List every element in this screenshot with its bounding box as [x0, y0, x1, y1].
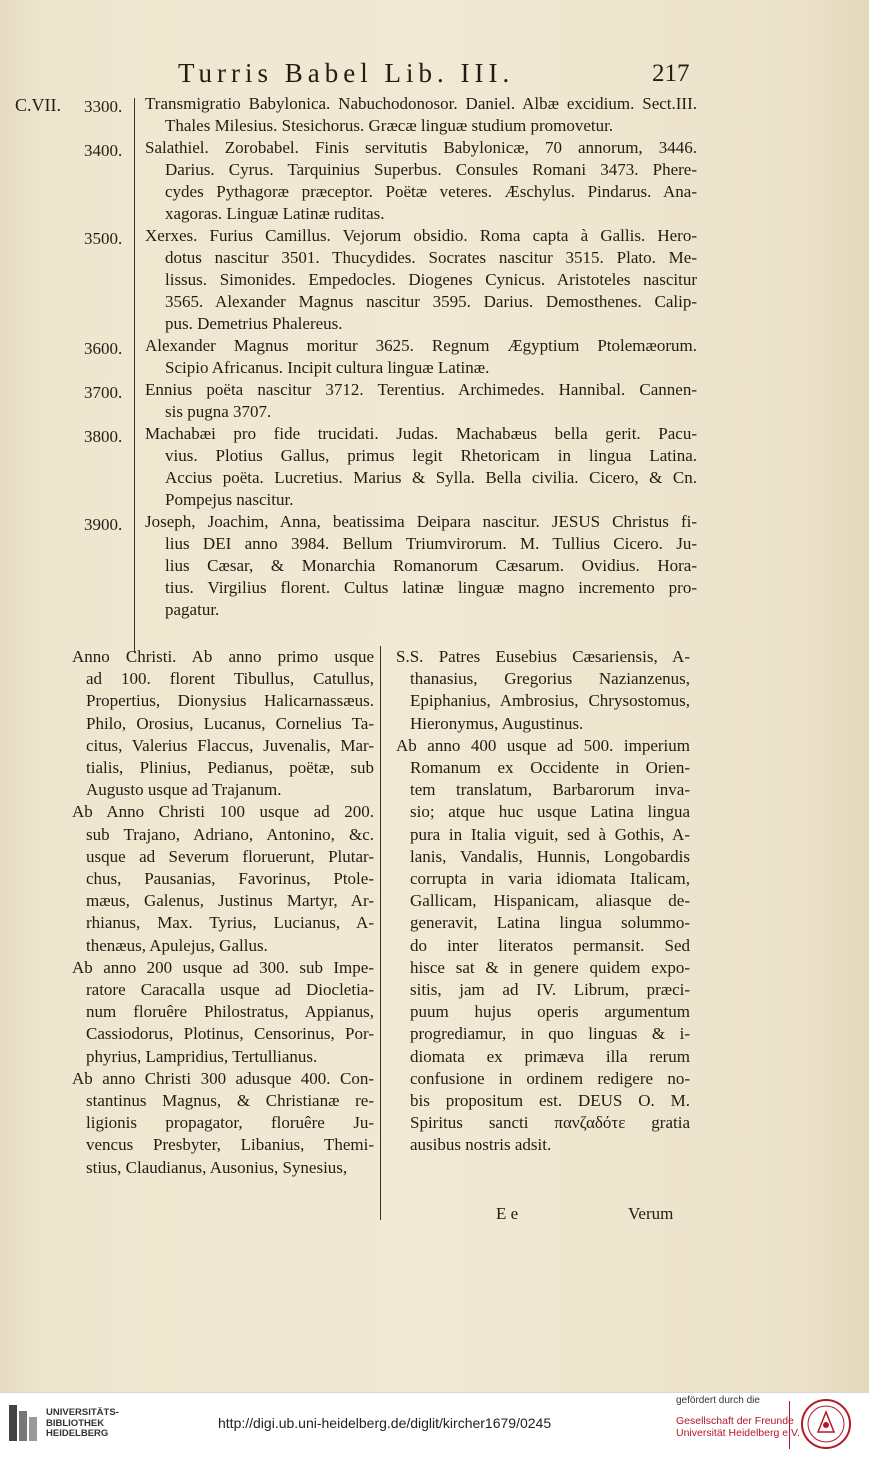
- text-line: citus, Valerius Flaccus, Juvenalis, Mar-: [86, 735, 374, 755]
- running-title: Turris Babel Lib. III.: [178, 58, 515, 88]
- chronology-entry: [145, 137, 697, 225]
- text-line: ligionis propagator, floruêre Ju-: [86, 1113, 374, 1133]
- funder-note: gefördert durch die: [676, 1395, 760, 1406]
- text-line: stantinus Magnus, & Christianæ re-: [86, 1091, 374, 1111]
- text-line: Ab Anno Christi 100 usque ad 200.: [72, 802, 374, 822]
- paragraph: [396, 646, 690, 735]
- century-label: C.VII.: [15, 95, 61, 115]
- text-line: Gallicam, Hispanicam, aliasque de-: [410, 891, 690, 911]
- entry-line: Alexander Magnus moritur 3625. Regnum Ægyptium Ptolemæorum.: [145, 336, 697, 355]
- entry-line: lius DEI anno 3984. Bellum Triumvirorum. M. Tullius Cicero. Ju-: [165, 534, 697, 553]
- entry-line: Salathiel. Zorobabel. Finis servitutis Babylonicæ, 70 annorum, 3446.: [145, 138, 697, 157]
- entry-line: xagoras. Linguæ Latinæ ruditas.: [165, 204, 385, 223]
- chronology-table: [0, 93, 869, 621]
- year-label: 3500.: [84, 229, 123, 248]
- library-line: UNIVERSITÄTS-: [46, 1407, 119, 1418]
- chronology-entry: [145, 379, 697, 423]
- entry-line: dotus nascitur 3501. Thucydides. Socrates nascitur 3515. Plato. Me-: [165, 248, 697, 267]
- text-line: Hieronymus, Augustinus.: [410, 713, 584, 733]
- entry-line: lius Cæsar, & Monarchia Romanorum Cæsarum. Ovidius. Hora-: [165, 556, 697, 575]
- text-line: mæus, Galenus, Justinus Martyr, Ar-: [86, 891, 374, 911]
- chronology-entry: [145, 511, 697, 621]
- text-line: pura in Italia viguit, sed à Gothis, A-: [410, 824, 690, 844]
- entry-line: Darius. Cyrus. Tarquinius Superbus. Consules Romani 3473. Phere-: [165, 160, 697, 179]
- paragraph: [72, 646, 374, 801]
- year-label: 3400.: [84, 141, 123, 160]
- text-line: usque ad Severum floruerunt, Plutar-: [86, 846, 374, 866]
- text-line: thanasius, Gregorius Nazianzenus,: [410, 669, 690, 689]
- text-line: sio; atque huc usque Latina lingua: [410, 802, 690, 822]
- text-line: Ab anno 400 usque ad 500. imperium: [396, 735, 690, 755]
- running-head: [0, 58, 869, 98]
- funder-line: Gesellschaft der Freunde: [676, 1415, 794, 1427]
- chronology-entry: [145, 225, 697, 335]
- text-line: num floruêre Philostratus, Appianus,: [86, 1002, 374, 1022]
- entry-line: Transmigratio Babylonica. Nabuchodonosor. Daniel. Albæ excidium. Sect.III.: [145, 94, 697, 113]
- funder-separator: [789, 1401, 790, 1449]
- text-line: vencus Presbyter, Libanius, Themi-: [86, 1135, 374, 1155]
- paragraph: [396, 735, 690, 1157]
- text-line: Ab anno 200 usque ad 300. sub Impe-: [72, 957, 374, 977]
- year-label: 3600.: [84, 339, 123, 358]
- text-line: Anno Christi. Ab anno primo usque: [72, 647, 374, 666]
- year-label: 3300.: [84, 97, 123, 116]
- text-line: lanis, Vandalis, Hunnis, Longobardis: [410, 846, 690, 866]
- page-number: 217: [652, 60, 690, 87]
- text-line: Spiritus sancti πανζαδότε gratia: [410, 1113, 690, 1133]
- text-line: progrediamur, in quo linguas & i-: [410, 1024, 690, 1044]
- text-line: diomata ex primæva illa rerum: [410, 1046, 690, 1066]
- entry-line: Joseph, Joachim, Anna, beatissima Deipara nascitur. JESUS Christus fi-: [145, 512, 697, 531]
- text-line: hisce sat & in genere quidem expo-: [410, 957, 690, 977]
- chronology-entry: [145, 423, 697, 511]
- entry-line: Xerxes. Furius Camillus. Vejorum obsidio. Roma capta à Gallis. Hero-: [145, 226, 697, 245]
- catchword: Verum: [628, 1204, 674, 1223]
- library-line: BIBLIOTHEK: [46, 1417, 105, 1429]
- entry-line: Pompejus nascitur.: [165, 490, 294, 509]
- text-line: tialis, Plinius, Pedianus, poëtæ, sub: [86, 758, 374, 778]
- entry-line: Accius poëta. Lucretius. Marius & Sylla. Bella civilia. Cicero, & Cn.: [165, 468, 697, 487]
- text-line: chus, Pausanias, Favorinus, Ptole-: [86, 869, 374, 889]
- text-line: ratore Caracalla usque ad Diocletia-: [86, 980, 374, 1000]
- text-line: confusione in ordinem redigere no-: [410, 1068, 690, 1088]
- text-line: generavit, Latina lingua solummo-: [410, 913, 690, 933]
- library-name[interactable]: [46, 1408, 119, 1440]
- text-line: ausibus nostris adsit.: [410, 1135, 552, 1155]
- year-label: 3700.: [84, 383, 123, 402]
- text-line: corrupta in varia idiomata Italicam,: [410, 869, 690, 889]
- signature-mark: E e: [496, 1204, 519, 1223]
- text-line: Propertius, Dionysius Halicarnassæus.: [86, 691, 374, 711]
- entry-line: sis pugna 3707.: [165, 402, 272, 421]
- column-divider: [380, 646, 381, 1220]
- text-line: bis propositum est. DEUS O. M.: [410, 1091, 690, 1111]
- text-line: Philo, Orosius, Lucanus, Cornelius Ta-: [86, 713, 374, 733]
- text-line: puum hujus operis argumentum: [410, 1002, 690, 1022]
- text-line: S.S. Patres Eusebius Cæsariensis, A-: [396, 647, 690, 666]
- entry-line: Ennius poëta nascitur 3712. Terentius. Archimedes. Hannibal. Cannen-: [145, 380, 697, 399]
- library-logo-icon: [8, 1403, 38, 1443]
- entry-line: pus. Demetrius Phalereus.: [165, 314, 343, 333]
- paragraph: [72, 801, 374, 956]
- text-line: do inter literatos permansit. Sed: [410, 935, 690, 955]
- year-label: 3800.: [84, 427, 123, 446]
- chronology-row: [0, 225, 869, 335]
- entry-line: Thales Milesius. Stesichorus. Græcæ linguæ studium promovetur.: [165, 116, 614, 135]
- footer-bar: [0, 1392, 869, 1457]
- text-line: Cassiodorus, Plotinus, Censorinus, Por-: [86, 1024, 374, 1044]
- text-line: phyrius, Lampridius, Tertullianus.: [86, 1046, 318, 1066]
- entry-line: vius. Plotius Gallus, primus legit Rhetoricam in lingua Latina.: [165, 446, 697, 465]
- entry-line: pagatur.: [165, 600, 220, 619]
- text-line: ad 100. florent Tibullus, Catullus,: [86, 669, 374, 689]
- chronology-row: [0, 379, 869, 423]
- text-line: tem translatum, Barbarorum inva-: [410, 780, 690, 800]
- text-line: stius, Claudianus, Ausonius, Synesius,: [86, 1157, 348, 1177]
- right-column: [396, 646, 690, 1157]
- chronology-row: [0, 511, 869, 621]
- chronology-entry: [145, 335, 697, 379]
- left-column: [72, 646, 374, 1179]
- chronology-row: [0, 137, 869, 225]
- chronology-row: [0, 335, 869, 379]
- entry-line: cydes Pythagoræ præceptor. Poëtæ veteres. Æschylus. Pindarus. Ana-: [165, 182, 697, 201]
- text-line: Augusto usque ad Trajanum.: [86, 780, 282, 800]
- permalink-url[interactable]: http://digi.ub.uni-heidelberg.de/diglit/kircher1679/0245: [218, 1415, 552, 1431]
- year-label: 3900.: [84, 515, 123, 534]
- text-line: thenæus, Apulejus, Gallus.: [86, 935, 268, 955]
- text-line: sitis, jam ad IV. Librum, præci-: [410, 980, 690, 1000]
- text-line: sub Trajano, Adriano, Antonino, &c.: [86, 824, 374, 844]
- paragraph: [72, 1068, 374, 1179]
- entry-line: Scipio Africanus. Incipit cultura linguæ Latinæ.: [165, 358, 490, 377]
- university-seal-icon: [800, 1398, 852, 1450]
- entry-line: 3565. Alexander Magnus nascitur 3595. Darius. Demosthenes. Calip-: [165, 292, 697, 311]
- chronology-row: [0, 93, 869, 137]
- paragraph: [72, 957, 374, 1068]
- text-line: Romanum ex Occidente in Orien-: [410, 758, 690, 778]
- funder-line: Universität Heidelberg e.V.: [676, 1427, 800, 1439]
- chronology-entry: [145, 93, 697, 137]
- library-line: HEIDELBERG: [46, 1428, 109, 1439]
- funder-name[interactable]: [676, 1415, 800, 1439]
- entry-line: Machabæi pro fide trucidati. Judas. Machabæus bella gerit. Pacu-: [145, 424, 697, 443]
- entry-line: tius. Virgilius florent. Cultus latinæ linguæ magno incremento pro-: [165, 578, 697, 597]
- text-line: Ab anno Christi 300 adusque 400. Con-: [72, 1068, 374, 1088]
- text-line: Epiphanius, Ambrosius, Chrysostomus,: [410, 691, 690, 711]
- entry-line: lissus. Simonides. Empedocles. Diogenes Cynicus. Aristoteles nascitur: [165, 270, 697, 289]
- chronology-row: [0, 423, 869, 511]
- text-line: rhianus, Max. Tyrius, Lucianus, A-: [86, 913, 374, 933]
